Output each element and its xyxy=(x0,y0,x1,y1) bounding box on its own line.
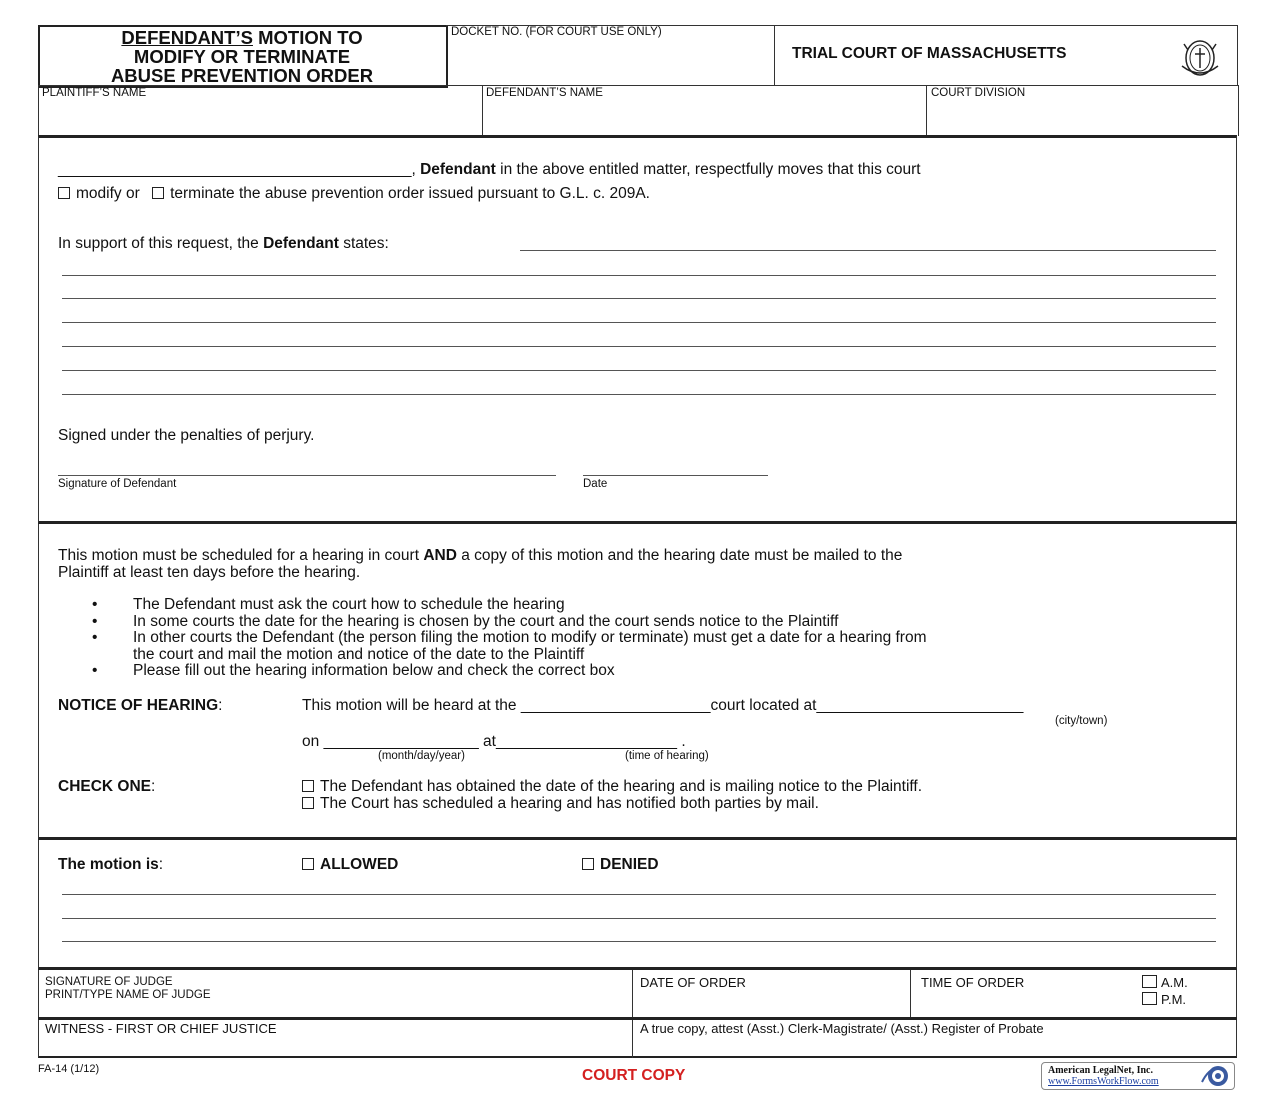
notice-of-hearing-label: NOTICE OF HEARING: xyxy=(58,697,223,714)
date-label: Date xyxy=(583,478,608,490)
defendant-obtained-date-checkbox[interactable] xyxy=(302,780,314,792)
plaintiff-name-field[interactable] xyxy=(40,101,480,133)
time-hint: (time of hearing) xyxy=(625,750,709,762)
court-division-label: COURT DIVISION xyxy=(931,87,1026,99)
form-title: DEFENDANT’S MOTION TO MODIFY OR TERMINATE ABUSE PREVENTION ORDER xyxy=(110,27,374,86)
list-item: • Please fill out the hearing information below and check the correct box xyxy=(92,662,615,679)
list-item: the court and mail the motion and notice of the date to the Plaintiff xyxy=(133,645,585,663)
hearing-time-blank[interactable]: _____________________ xyxy=(495,733,678,750)
publisher-badge xyxy=(1041,1062,1235,1090)
defendant-name-label: DEFENDANT’S NAME xyxy=(486,87,603,99)
time-of-order-label: TIME OF ORDER xyxy=(921,975,1025,990)
support-line-1[interactable] xyxy=(520,250,1216,251)
hearing-bullets xyxy=(92,597,1222,680)
judge-labels: SIGNATURE OF JUDGE PRINT/TYPE NAME OF JUDGE xyxy=(45,976,211,1001)
pm-option: P.M. xyxy=(1142,992,1186,1007)
city-town-blank[interactable]: ________________________ xyxy=(816,697,1024,714)
defendant-signature-line[interactable] xyxy=(58,475,556,476)
allowed-checkbox[interactable] xyxy=(302,858,314,870)
modify-terminate-line: modify or terminate the abuse prevention order issued pursuant to G.L. c. 209A. xyxy=(58,185,650,203)
date-of-order-label: DATE OF ORDER xyxy=(640,975,746,990)
defendant-name-field[interactable] xyxy=(484,101,924,133)
support-line-4[interactable] xyxy=(62,322,1216,323)
date-hint: (month/day/year) xyxy=(378,750,465,762)
list-item: • The Defendant must ask the court how to schedule the hearing xyxy=(92,596,565,613)
court-scheduled-checkbox[interactable] xyxy=(302,797,314,809)
court-copy-label: COURT COPY xyxy=(582,1067,686,1084)
list-item: • In some courts the date for the hearing is chosen by the court and the court sends notice to the Plaintiff xyxy=(92,612,839,630)
support-line-6[interactable] xyxy=(62,370,1216,371)
city-town-hint: (city/town) xyxy=(1055,715,1108,727)
check-one-options: The Defendant has obtained the date of the hearing and is mailing notice to the Plaintiff. The Court has scheduled a hearing and has notified both parties by mail. xyxy=(302,778,922,812)
pm-checkbox[interactable] xyxy=(1142,992,1157,1005)
hearing-intro: This motion must be scheduled for a hearing in court AND a copy of this motion and the hearing date must be mailed to the Plaintiff at least ten days before the hearing. xyxy=(58,547,903,581)
court-division-field[interactable] xyxy=(928,101,1235,133)
publisher-name: American LegalNet, Inc. xyxy=(1048,1065,1153,1076)
terminate-checkbox[interactable] xyxy=(152,187,164,199)
court-name-blank[interactable]: ______________________ xyxy=(520,697,711,714)
list-item: • In other courts the Defendant (the person filing the motion to modify or terminate) must get a date for a hearing from xyxy=(92,629,927,646)
signature-date-line[interactable] xyxy=(583,475,768,476)
support-line-7[interactable] xyxy=(62,394,1216,395)
publisher-logo-icon xyxy=(1198,1064,1232,1093)
publisher-url[interactable]: www.FormsWorkFlow.com xyxy=(1048,1076,1159,1087)
motion-line: _________________________________________, Defendant in the above entitled matter, respectfully moves that this court xyxy=(58,161,921,178)
witness-label: WITNESS - FIRST OR CHIEF JUSTICE xyxy=(45,1021,277,1036)
am-option: A.M. xyxy=(1142,975,1188,990)
judge-signature-field[interactable] xyxy=(40,1002,630,1016)
denied-checkbox[interactable] xyxy=(582,858,594,870)
defendant-name-blank[interactable]: _________________________________________ xyxy=(58,161,412,178)
form-number: FA-14 (1/12) xyxy=(38,1063,100,1075)
date-of-order-field[interactable] xyxy=(636,992,906,1014)
support-statement-label: In support of this request, the Defendant states: xyxy=(58,235,389,252)
perjury-statement: Signed under the penalties of perjury. xyxy=(58,427,315,444)
ruling-line-3[interactable] xyxy=(62,941,1216,942)
motion-is-label: The motion is: xyxy=(58,856,164,873)
modify-checkbox[interactable] xyxy=(58,187,70,199)
date-time-line: on __________________ at_____________________ . xyxy=(302,733,686,750)
support-line-5[interactable] xyxy=(62,346,1216,347)
plaintiff-name-label: PLAINTIFF’S NAME xyxy=(42,87,147,99)
massachusetts-seal-icon xyxy=(1176,36,1224,80)
support-line-3[interactable] xyxy=(62,298,1216,299)
ruling-line-1[interactable] xyxy=(62,894,1216,895)
check-one-label: CHECK ONE: xyxy=(58,778,156,795)
denied-option: DENIED xyxy=(582,856,659,874)
notice-line: This motion will be heard at the ______________________court located at________________________ xyxy=(302,697,1024,714)
allowed-option: ALLOWED xyxy=(302,856,398,874)
signature-label: Signature of Defendant xyxy=(58,478,177,490)
court-name: TRIAL COURT OF MASSACHUSETTS xyxy=(792,45,1067,62)
am-checkbox[interactable] xyxy=(1142,975,1157,988)
docket-label: DOCKET NO. (FOR COURT USE ONLY) xyxy=(451,26,662,38)
hearing-date-blank[interactable]: __________________ xyxy=(323,733,479,750)
true-copy-label: A true copy, attest (Asst.) Clerk-Magistrate/ (Asst.) Register of Probate xyxy=(640,1021,1044,1036)
ruling-line-2[interactable] xyxy=(62,918,1216,919)
support-line-2[interactable] xyxy=(62,275,1216,276)
